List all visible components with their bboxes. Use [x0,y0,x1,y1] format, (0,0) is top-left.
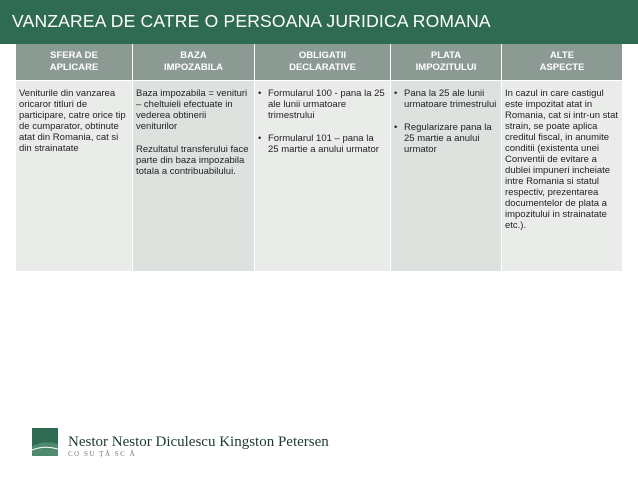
list-item [394,88,497,110]
bullet-icon: • [394,88,398,99]
header-baza-line1: BAZA [180,50,207,61]
firm-logo-icon [32,428,58,456]
header-alte-line2: ASPECTE [539,62,585,73]
header-plata-line2: IMPOZITULUI [415,62,477,73]
table-header-row [16,44,622,80]
list-item [394,122,497,155]
slide-title: VANZAREA DE CATRE O PERSOANA JURIDICA ROMANA [12,11,491,31]
plata-item-2: Regularizare pana la 25 martie a anului urmator [404,122,492,155]
plata-item-1: Pana la 25 ale lunii urmatoare trimestrului [404,88,497,110]
header-baza [133,44,255,80]
baza-text-2: Rezultatul transferului face parte din baza impozabila totala a contribuabilului. [136,144,249,177]
header-obligatii-line1: OBLIGATII [298,50,347,61]
header-alte [502,44,622,80]
bullet-icon: • [394,122,398,133]
baza-text-1: Baza impozabila = venituri – cheltuieli efectuate in vederea obtinerii veniturilor [136,88,248,132]
header-obligatii-line2: DECLARATIVE [289,62,356,73]
obligatii-item-1: Formularul 100 - pana la 25 ale lunii urmatoare trimestrului [268,88,385,121]
list-item [258,88,386,121]
cell-baza [133,81,255,271]
alte-text: In cazul in care castigul este impozitat atat in Romania, cat si intr-un stat strain, se poate aplica creditul fiscal, in anumite conditii (existenta unei Conventii de evitare a dublei impuneri incheiate intre Romania si statul respectiv, prezentarea documentelor de plata a impozitului in strainatate etc.). [505,88,618,231]
obligatii-item-2: Formularul 101 – pana la 25 martie a anului urmator [268,133,379,155]
firm-name: Nestor Nestor Diculescu Kingston Petersen [68,434,329,450]
header-plata-line1: PLATA [430,50,462,61]
footer [32,428,432,462]
header-plata [391,44,502,80]
header-alte-line1: ALTE [549,50,575,61]
table-body-row [16,80,622,271]
firm-subtitle: CO SU ȚĂ SC Ă [68,450,137,458]
sfera-text: Veniturile din vanzarea oricaror titluri de participare, catre orice tip de cumparator, obtinute atat din Romania, cat si din strainatate [19,88,126,154]
header-sfera [16,44,133,80]
header-sfera-line1: SFERA DE [50,50,98,61]
header-sfera-line2: APLICARE [49,62,99,73]
bullet-icon: • [258,88,262,99]
header-obligatii [255,44,391,80]
cell-alte [502,81,622,271]
bullet-icon: • [258,133,262,144]
list-item [258,133,386,155]
title-bar [0,0,638,44]
header-baza-line2: IMPOZABILA [163,62,224,73]
cell-obligatii [255,81,391,271]
cell-plata [391,81,502,271]
cell-sfera [16,81,133,271]
